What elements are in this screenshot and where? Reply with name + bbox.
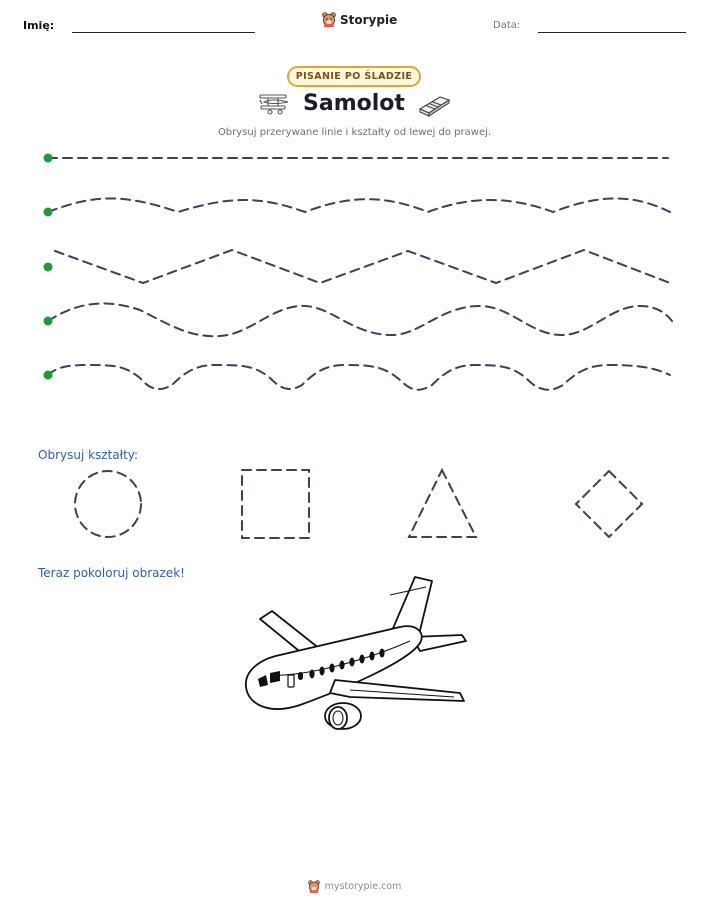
tracing-line-bumpy-wave — [48, 365, 670, 390]
tracing-line-wave — [48, 304, 672, 337]
coloring-section-label: Teraz pokoloruj obrazek! — [38, 566, 185, 580]
tracing-line-zigzag — [55, 250, 670, 283]
start-dot-5 — [44, 371, 53, 380]
start-dot-2 — [44, 208, 53, 217]
tracing-lines — [0, 0, 709, 420]
footer — [0, 880, 709, 893]
bear-mascot-icon — [308, 880, 320, 893]
start-dot-1 — [44, 154, 53, 163]
worksheet-badge: PISANIE PO ŚLADZIE — [287, 66, 421, 87]
instructions: Obrysuj przerywane linie i kształty od lewej do prawej. — [217, 127, 492, 138]
footer-url[interactable]: mystorypie.com — [324, 881, 402, 892]
worksheet-title: Samolot — [303, 91, 405, 116]
date-label: Data: — [493, 20, 521, 31]
trace-diamond-shape — [576, 471, 642, 537]
trace-square-shape — [242, 470, 309, 538]
tracing-line-gentle-wave — [48, 198, 670, 212]
shapes-section-label: Obrysuj kształty: — [38, 448, 139, 462]
start-dot-3 — [44, 263, 53, 272]
tracing-shapes — [0, 460, 709, 560]
airplane-coloring-image — [240, 575, 470, 735]
trace-circle-shape — [75, 471, 141, 537]
start-dot-4 — [44, 317, 53, 326]
trace-triangle-shape — [409, 470, 476, 537]
brand-name: Storypie — [340, 12, 398, 27]
name-label: Imię: — [23, 19, 55, 32]
